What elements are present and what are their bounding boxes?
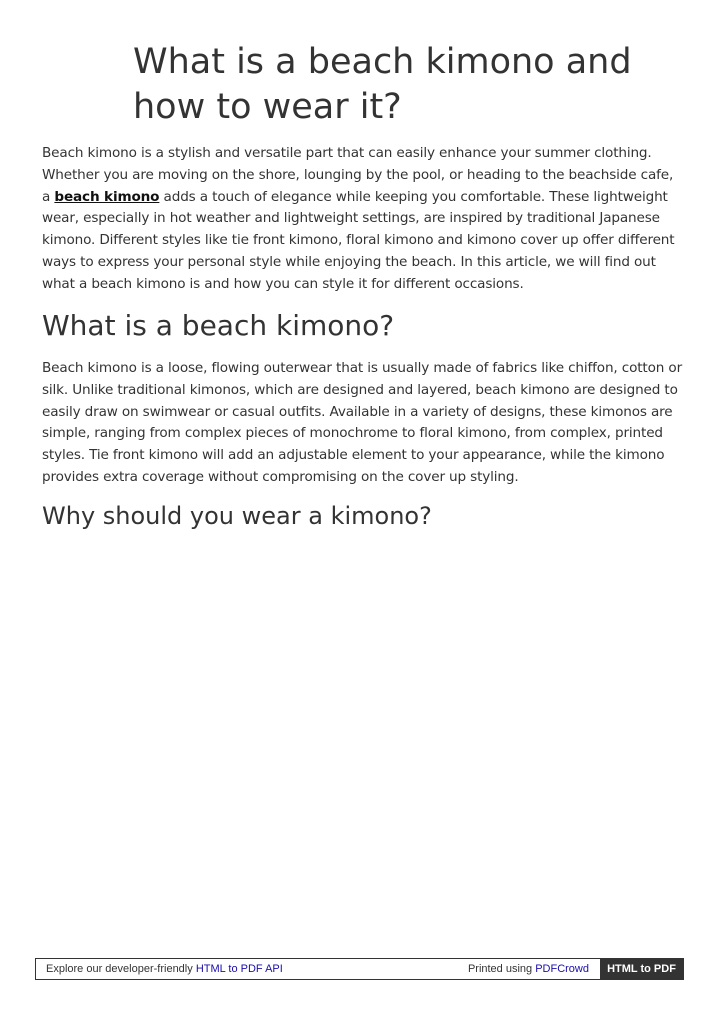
- intro-paragraph: [42, 143, 682, 296]
- html-to-pdf-api-link[interactable]: HTML to PDF API: [195, 963, 283, 975]
- footer-printed-text: [468, 963, 589, 975]
- footer-explore-label: Explore our developer-friendly: [46, 963, 196, 975]
- intro-text-after: adds a touch of elegance while keeping you comfortable. These lightweight wear, especially in hot weather and lightweight settings, are inspired by traditional Japanese kimono. Different styles like tie front kimono, floral kimono and kimono cover up offer different ways to express your personal style while enjoying the beach. In this article, we will find out what a beach kimono is and how you can style it for different occasions.: [42, 188, 675, 292]
- html-to-pdf-button[interactable]: HTML to PDF: [600, 959, 683, 979]
- section-paragraph-what-is: Beach kimono is a loose, flowing outerwear that is usually made of fabrics like chiffon, cotton or silk. Unlike traditional kimonos, which are designed and layered, beach kimono are designed to easily draw on swimwear or casual outfits. Available in a variety of designs, these kimonos are simple, ranging from complex pieces of monochrome to floral kimono, from complex, printed styles. Tie front kimono will add an adjustable element to your appearance, while the kimono provides extra coverage without compromising on the cover up styling.: [42, 360, 683, 485]
- beach-kimono-link[interactable]: beach kimono: [54, 188, 160, 205]
- pdf-footer-bar: [35, 958, 684, 980]
- section-heading-what-is: What is a beach kimono?: [42, 309, 395, 342]
- pdfcrowd-link[interactable]: PDFCrowd: [535, 963, 589, 975]
- footer-printed-label: Printed using: [467, 963, 536, 975]
- footer-explore-text: [46, 963, 283, 975]
- page-title: What is a beach kimono and how to wear it?: [133, 42, 632, 127]
- intro-text-before: Beach kimono is a stylish and versatile part that can easily enhance your summer clothing. Whether you are moving on the shore, lounging by the pool, or heading to the beachside cafe, a: [42, 145, 674, 205]
- section-heading-why-wear: Why should you wear a kimono?: [42, 502, 432, 530]
